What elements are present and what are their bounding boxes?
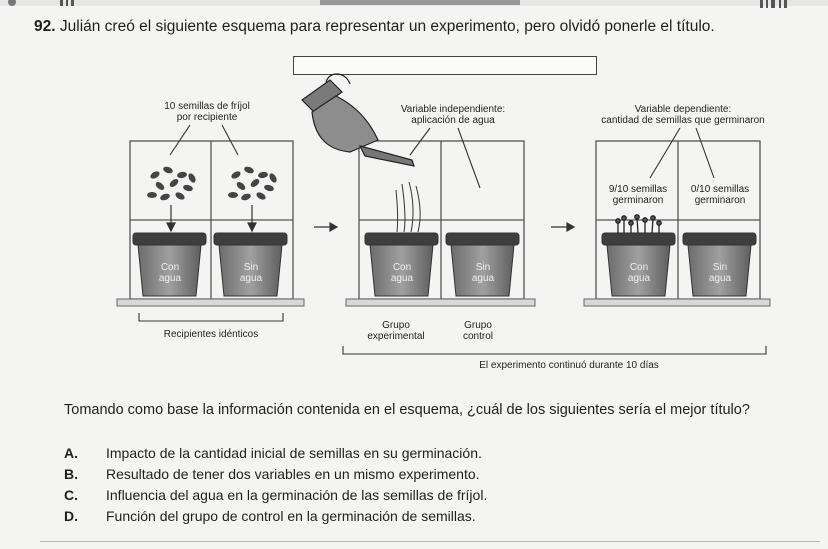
identical-containers-label: Recipientes idénticos xyxy=(163,329,259,340)
tray-1 xyxy=(117,299,304,306)
dependent-variable-label: Variable dependiente: cantidad de semillas que germinaron xyxy=(601,104,765,126)
option-a-key: A. xyxy=(64,445,78,461)
sprouts-icon xyxy=(616,215,661,233)
seeds-label: 10 semillas de fríjol por recipiente xyxy=(164,101,250,123)
control-group-label: Grupo control xyxy=(462,320,493,342)
bottom-rule xyxy=(40,541,820,542)
pot-label-without-water-2: Sin agua xyxy=(471,262,495,284)
pot-label-with-water-3: Con agua xyxy=(627,262,651,284)
option-d-text: Función del grupo de control en la germinación de semillas. xyxy=(106,508,476,524)
question-body: Julián creó el siguiente esquema para representar un experimento, pero olvidó ponerle el título. xyxy=(59,18,715,35)
water-streams xyxy=(396,182,420,232)
option-b-key: B. xyxy=(64,466,78,482)
option-c-key: C. xyxy=(64,487,78,503)
pot-label-with-water-2: Con agua xyxy=(390,262,414,284)
germinated-9-label: 9/10 semillas germinaron xyxy=(608,184,668,206)
pot-label-without-water-1: Sin agua xyxy=(239,262,263,284)
pot-label-with-water-1: Con agua xyxy=(158,262,182,284)
independent-variable-label: Variable independiente: aplicación de agua xyxy=(400,104,506,126)
option-b-text: Resultado de tener dos variables en un mismo experimento. xyxy=(106,466,480,482)
pot-label-without-water-3: Sin agua xyxy=(708,262,732,284)
germinated-0-label: 0/10 semillas germinaron xyxy=(690,184,750,206)
question-prompt: Tomando como base la información contenida en el esquema, ¿cuál de los siguientes sería el mejor título? xyxy=(64,402,750,418)
tray-2 xyxy=(346,299,535,306)
flow-arrows xyxy=(314,223,574,231)
option-c-text: Influencia del agua en la germinación de las semillas de fríjol. xyxy=(106,487,488,503)
option-d-key: D. xyxy=(64,508,78,524)
duration-label: El experimento continuó durante 10 días xyxy=(479,360,659,371)
tray-3 xyxy=(584,299,770,306)
bean-seeds-icon xyxy=(147,165,278,201)
question-number: 92. xyxy=(34,18,56,35)
experimental-group-label: Grupo experimental xyxy=(367,320,425,342)
option-a-text: Impacto de la cantidad inicial de semillas en su germinación. xyxy=(106,445,482,461)
